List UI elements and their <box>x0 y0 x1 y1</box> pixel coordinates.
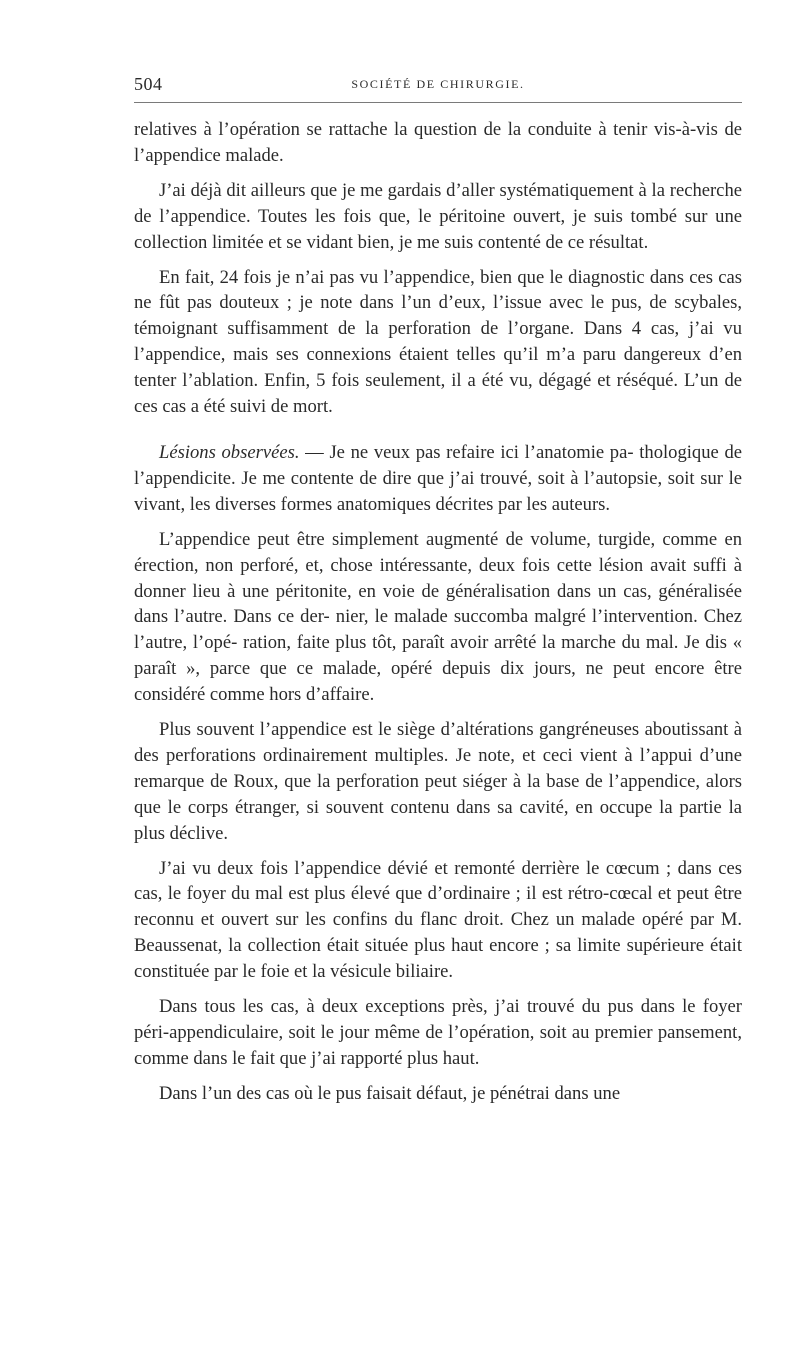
section-heading: Lésions observées. <box>159 441 300 463</box>
section-paragraph <box>134 440 742 518</box>
paragraph: Dans tous les cas, à deux exceptions près, j’ai trouvé du pus dans le foyer péri-appendiculaire, soit le jour même de l’opération, soit au premier pansement, comme dans le fait que j’ai rapporté plus haut. <box>134 996 742 1069</box>
page <box>134 74 742 1116</box>
paragraph: relatives à l’opération se rattache la question de la conduite à tenir vis-à-vis de l’appendice malade. <box>134 119 742 166</box>
running-title: SOCIÉTÉ DE CHIRURGIE. <box>351 77 525 91</box>
running-head <box>134 74 742 100</box>
header-rule <box>134 102 742 103</box>
page-number: 504 <box>134 74 163 94</box>
paragraph: Dans l’un des cas où le pus faisait défaut, je pénétrai dans une <box>159 1082 621 1104</box>
section-text: — Je ne veux pas refaire ici l’anatomie pa- thologique de l’appendicite. Je me contente de dire que j’ai trouvé, soit à l’autopsie, soit sur le vivant, les diverses formes anatomiques décrites par les auteurs. <box>134 441 743 515</box>
paragraph: En fait, 24 fois je n’ai pas vu l’appendice, bien que le diagnostic dans ces cas ne fût pas douteux ; je note dans l’un d’eux, l’issue avec le pus, de scybales, témoignant suffisamment de la perforation de l’organe. Dans 4 cas, j’ai vu l’appendice, mais ses connexions étaient telles qu’il m’a paru dangereux d’en tenter l’ablation. Enfin, 5 fois seulement, il a été vu, dégagé et réséqué. L’un de ces cas a été suivi de mort. <box>134 266 742 418</box>
paragraph: J’ai vu deux fois l’appendice dévié et remonté derrière le cœcum ; dans ces cas, le foyer du mal est plus élevé que d’ordinaire ; il est rétro-cœcal et peut être reconnu et ouvert sur les confins du flanc droit. Chez un malade opéré par M. Beaussenat, la collection était située plus haut encore ; sa limite supérieure était constituée par le foie et la vésicule biliaire. <box>134 857 742 983</box>
paragraph: L’appendice peut être simplement augmenté de volume, turgide, comme en érection, non perforé, et, chose intéressante, deux fois cette lésion avait suffi à donner lieu à une péritonite, en voie de généralisation dans un cas, généralisée dans l’autre. Dans ce der- nier, le malade succomba malgré l’intervention. Chez l’autre, l’opé- ration, faite plus tôt, paraît avoir arrêté la marche du mal. Je dis « paraît », parce que ce malade, opéré depuis dix jours, ne peut encore être considéré comme hors d’affaire. <box>134 528 742 706</box>
paragraph: Plus souvent l’appendice est le siège d’altérations gangréneuses aboutissant à des perforations ordinairement multiples. Je note, et ceci vient à l’appui d’une remarque de Roux, que la perforation peut siéger à la base de l’appendice, alors que le corps étranger, si souvent contenu dans sa cavité, en occupe la partie la plus déclive. <box>134 719 742 844</box>
paragraph: J’ai déjà dit ailleurs que je me gardais d’aller systématiquement à la recherche de l’appendice. Toutes les fois que, le péritoine ouvert, je suis tombé sur une collection limitée et se vidant bien, je me suis contenté de ce résultat. <box>134 179 742 253</box>
body-text <box>134 117 742 1107</box>
